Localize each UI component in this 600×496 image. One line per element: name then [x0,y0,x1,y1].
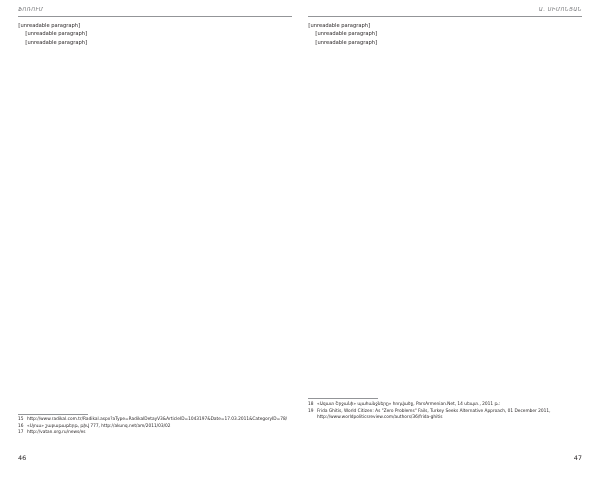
footnote-number: 16 [18,423,24,429]
footnote [18,417,292,424]
footnote [308,402,582,409]
footnote-rule [308,398,378,399]
running-head-left: ՖՈՌՈՒՄ [18,7,44,13]
footnote-number: 15 [18,417,24,422]
page-number-right: 47 [573,454,582,462]
running-head-right: Ա. ՍԻՄՈՆՅԱՆ [538,7,582,13]
paragraph: ⟦unreadable paragraph⟧ [25,31,88,38]
footnote [308,409,582,422]
paragraph: ⟦unreadable paragraph⟧ [18,23,81,29]
right-page [300,0,600,496]
body-text-left [18,22,292,47]
footnotes-right [308,402,582,422]
footnote-rule [18,414,88,415]
footnote [18,430,292,437]
footnote-text: «Ազատ Շրջանի» պահանջները» հոդվածը, ParsArmenian.Net, 14 սեպտ., 2011 թ.: [317,402,501,407]
footnote-number: 18 [308,402,314,407]
paragraph: ⟦unreadable paragraph⟧ [25,39,88,46]
footnote-text: «Սյուս» շաբաթաթերթ, թիվ 777, http://akunq.net/am/2011/03/02 [27,423,171,429]
page-number-left: 46 [18,454,27,462]
paragraph: ⟦unreadable paragraph⟧ [315,31,378,38]
paragraph: ⟦unreadable paragraph⟧ [308,23,371,29]
paragraph: ⟦unreadable paragraph⟧ [315,39,378,46]
footnote-number: 17 [18,430,24,436]
body-text-right [308,22,582,47]
footnotes-left [18,417,292,437]
header-rule [308,16,582,17]
footnote-text: http://www.radikal.com.tr/Radikal.aspx?aType=RadikalDetayV3&ArticleID=1043197&Date=17.03.2011&CategoryID=78/ [27,417,288,422]
header-rule [18,16,292,17]
footnote-text: http://vatan.org.ru/news/es [27,430,86,436]
footnote-text: Frida Ghitis, World Citizen: As "Zero Problems" Fails, Turkey Seeks Alternative Approach, 01 December 2011, http://www.worldpoliticsreview.com/authors/36/frida-ghitis [317,408,551,421]
footnote-number: 19 [308,408,314,414]
